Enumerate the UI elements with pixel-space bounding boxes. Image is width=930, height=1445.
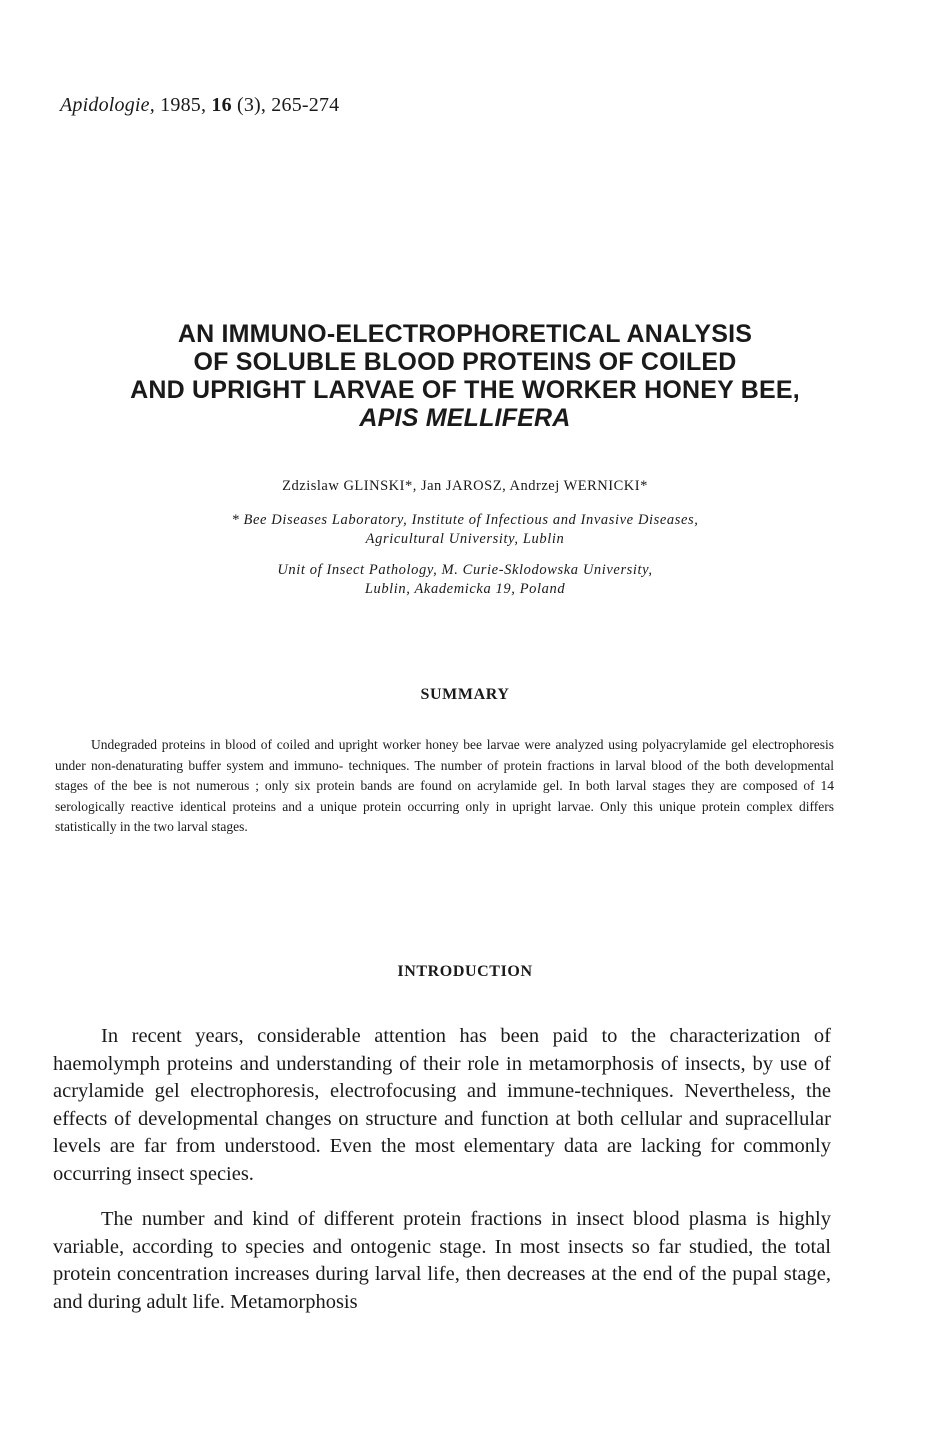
affiliation-line: Unit of Insect Pathology, M. Curie-Sklodowska University, [277,562,653,578]
introduction-heading: INTRODUCTION [397,963,533,980]
affiliation-line: Agricultural University, Lublin [365,531,565,547]
affiliation-line: * Bee Diseases Laboratory, Institute of Infectious and Invasive Diseases, [231,512,699,528]
title-line: AND UPRIGHT LARVAE OF THE WORKER HONEY BEE, [130,376,800,404]
article-title [40,320,890,432]
journal-name: Apidologie, [60,94,155,116]
title-species-line: APIS MELLIFERA [359,404,571,432]
affiliation [40,511,890,549]
author-list: Zdzislaw GLINSKI*, Jan JAROSZ, Andrzej WERNICKI* [282,478,648,494]
affiliation-line: Lublin, Akademicka 19, Poland [364,581,566,597]
title-line: AN IMMUNO-ELECTROPHORETICAL ANALYSIS [177,320,753,348]
body-paragraph: In recent years, considerable attention has been paid to the characterization of haemolymph proteins and understanding of their role in metamorphosis of insects, by use of acrylamide gel electrophoresis, electrofocusing and immune-techniques. Nevertheless, the effects of developmental changes on structure and function at both cellular and supracellular levels are far from understood. Even the most elementary data are lacking for commonly occurring insect species. [53,1025,831,1185]
body-paragraph: The number and kind of different protein fractions in insect blood plasma is highly variable, according to species and ontogenic stage. In most insects so far studied, the total protein concentration increases during larval life, then decreases at the end of the pupal stage, and during adult life. Metamorphosis [53,1208,831,1313]
title-line: OF SOLUBLE BLOOD PROTEINS OF COILED [193,348,737,376]
journal-volume: 16 [211,94,232,116]
affiliation [40,561,890,599]
publication-year: 1985, [160,94,207,116]
journal-citation [60,94,339,117]
issue-and-pages: (3), 265-274 [236,94,340,116]
summary-heading: SUMMARY [420,686,510,703]
summary-paragraph: Undegraded proteins in blood of coiled and upright worker honey bee larvae were analyzed using polyacrylamide gel electrophoresis under non-denaturating buffer system and immuno- techniques. The number of protein fractions in larval blood of the both developmental stages of the bee is not numerous ; only six protein bands are found on acrylamide gel. In both larval stages they are composed of 14 serologically reactive identical proteins and a unique protein occurring only in upright larvae. Only this unique protein complex differs statistically in the two larval stages. [55,737,834,834]
